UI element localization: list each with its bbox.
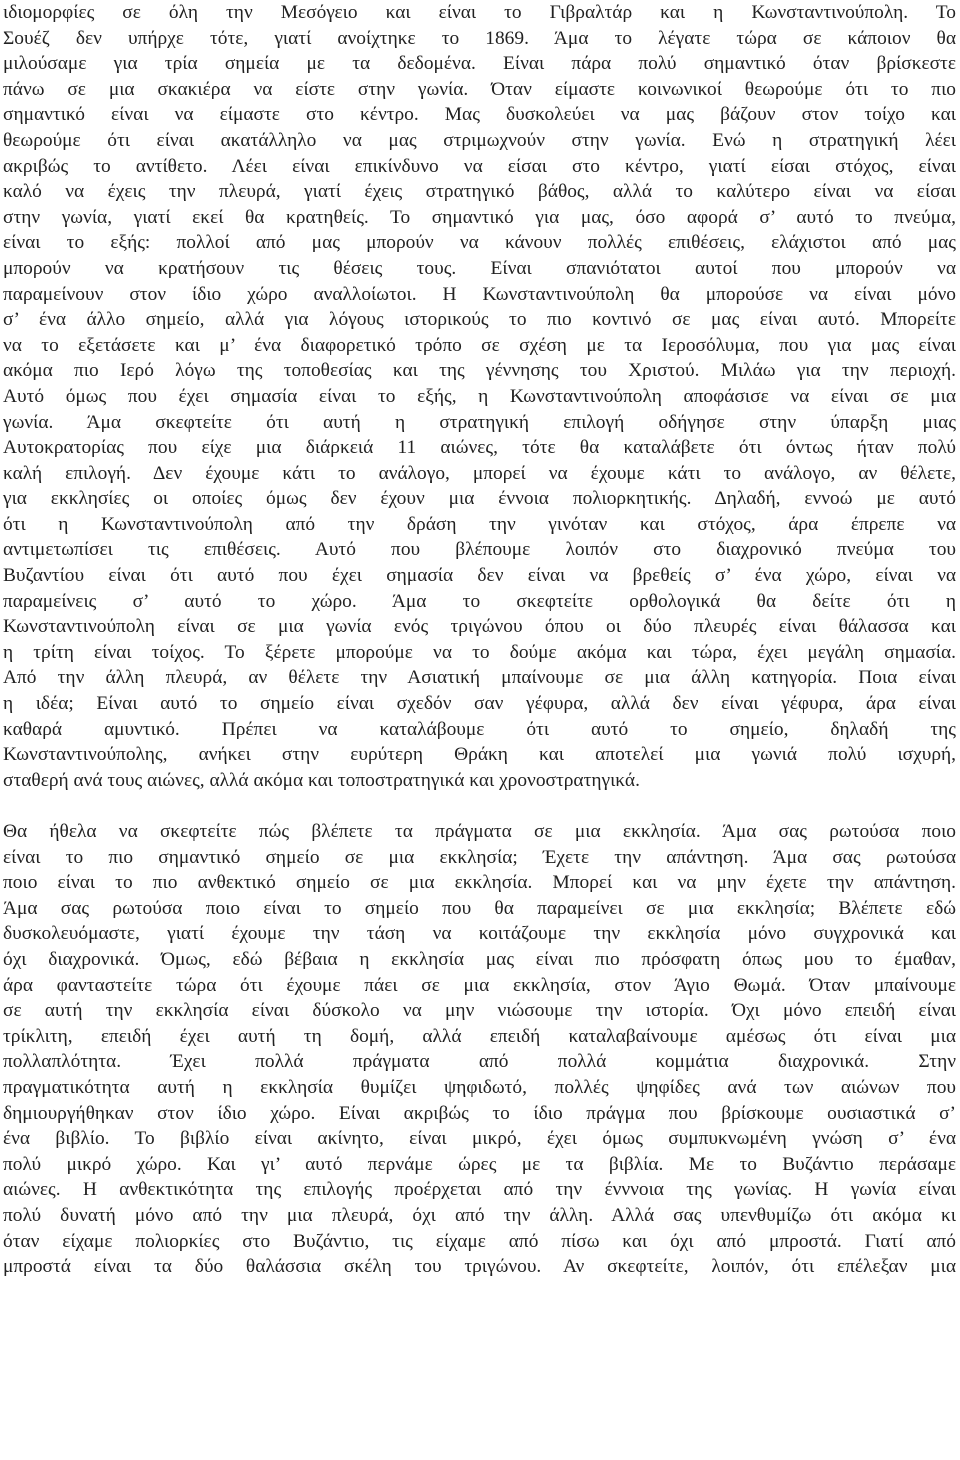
paragraph-2 [3, 819, 956, 1280]
text-line: πολύ δυνατή μόνο από την μια πλευρά, όχι από την άλλη. Αλλά σας υπενθυμίζω ότι ακόμα κι [3, 1204, 956, 1226]
text-line: ότι η Κωνσταντινούπολη από την δράση την γινόταν και στόχος, άρα έπρεπε να [3, 513, 956, 535]
text-line: Άμα σας ρωτούσα ποιο είναι το σημείο που θα παραμείνει σε μια εκκλησία; Βλέπετε εδώ [3, 897, 956, 919]
text-line: θεωρούμε ότι είναι ακατάλληλο να μας στριμωχνούν στην γωνία. Ενώ η στρατηγική λέει [3, 129, 956, 151]
text-line: αιώνες. Η ανθεκτικότητα της επιλογής προέρχεται από την ένννοια της γωνίας. Η γωνία είναι [3, 1179, 956, 1201]
text-line: είναι το πιο σημαντικό σημείο σε μια εκκλησία; Έχετε την απάντηση. Άμα σας ρωτούσα [3, 846, 956, 868]
text-line: Αυτό όμως που έχει σημασία είναι το εξής, η Κωνσταντινούπολη αποφάσισε να είναι σε μια [3, 385, 956, 407]
text-line: γωνία. Άμα σκεφτείτε ότι αυτή η στρατηγική επιλογή οδήγησε στην ύπαρξη μιας [3, 411, 956, 433]
text-line: Θα ήθελα να σκεφτείτε πώς βλέπετε τα πράγματα σε μια εκκλησία. Άμα σας ρωτούσα ποιο [3, 821, 956, 842]
text-line: καλή επιλογή. Δεν έχουμε κάτι το ανάλογο, μπορεί να έχουμε κάτι το ανάλογο, αν θέλετε, [3, 462, 956, 484]
text-line: είναι το εξής: πολλοί από μας μπορούν να κάνουν πολλές επιθέσεις, ελάχιστοι από μας [3, 232, 956, 254]
text-line: σ’ ένα άλλο σημείο, αλλά για λόγους ιστορικούς το πιο κοντινό σε μας είναι αυτό. Μπορείτε [3, 309, 956, 331]
text-line: Αυτοκρατορίας που είχε μια διάρκειά 11 αιώνες, τότε θα καταλάβετε ότι όντως ήταν πολύ [3, 437, 956, 459]
text-line: Σουέζ δεν υπήρχε τότε, γιατί ανοίχτηκε το 1869. Άμα το λέγατε τώρα σε κάποιον θα [3, 27, 956, 49]
text-line: αντιμετωπίσει τις επιθέσεις. Αυτό που βλέπουμε λοιπόν στο διαχρονικό πνεύμα του [3, 539, 956, 561]
text-line: Κωνσταντινούπολης, ανήκει στην ευρύτερη Θράκη και αποτελεί μια γωνιά πολύ ισχυρή, [3, 744, 956, 766]
text-line: όταν είχαμε πολιορκίες στο Βυζάντιο, τις είχαμε από πίσω και όχι από μπροστά. Γιατί από [3, 1230, 956, 1252]
paragraph-spacer [3, 793, 956, 819]
text-line: για εκκλησίες οι οποίες όμως δεν έχουν μια έννοια πολιορκητικής. Δηλαδή, εννοώ με αυτό [3, 488, 956, 510]
text-line: να το εξετάσετε και μ’ ένα διαφορετικό τρόπο σε σχέση με τα Ιεροσόλυμα, που για μας είναι [3, 334, 956, 356]
text-line: μπορούν να κρατήσουν τις θέσεις τους. Είναι σπανιότατοι αυτοί που μπορούν να [3, 257, 956, 279]
text-line: ποιο είναι το πιο ανθεκτικό σημείο σε μια εκκλησία. Μπορεί και να μην έχετε την απάντηση. [3, 872, 956, 894]
text-line: στην γωνία, γιατί εκεί θα κρατηθείς. Το σημαντικό για μας, όσο αφορά σ’ αυτό το πνεύμα, [3, 206, 956, 228]
text-line: σταθερή ανά τους αιώνες, αλλά ακόμα και τοποστρατηγικά και χρονοστρατηγικά. [3, 769, 640, 791]
text-line: Κωνσταντινούπολη είναι σε μια γωνία ενός τριγώνου όπου οι δύο πλευρές είναι θάλασσα και [3, 616, 956, 638]
text-line: παραμείνουν στον ίδιο χώρο αναλλοίωτοι. Η Κωνσταντινούπολη θα μπορούσε να είναι μόνο [3, 283, 956, 305]
text-line: πραγματικότητα αυτή η εκκλησία θυμίζει ψηφιδωτό, πολλές ψηφίδες ανά των αιώνων που [3, 1076, 956, 1098]
text-line: άρα φανταστείτε τώρα ότι έχουμε πάει σε μια εκκλησία, στον Άγιο Θωμά. Όταν μπαίνουμε [3, 974, 956, 996]
text-line: η ιδέα; Είναι αυτό το σημείο είναι σχεδόν σαν γέφυρα, αλλά δεν είναι γέφυρα, άρα είναι [3, 693, 956, 715]
text-line: ιδιομορφίες σε όλη την Μεσόγειο και είναι το Γιβραλτάρ και η Κωνσταντινούπολη. Το [3, 2, 956, 23]
text-line: σε αυτή την εκκλησία είναι δύσκολο να μην νιώσουμε την ιστορία. Όχι μόνο επειδή είναι [3, 1000, 956, 1022]
paragraph-1 [3, 0, 956, 793]
text-line: ακόμα πιο Ιερό λόγω της τοποθεσίας και της γέννησης του Χριστού. Μιλάω για την περιοχή. [3, 360, 956, 382]
text-line: πολλαπλότητα. Έχει πολλά πράγματα από πολλά κομμάτια διαχρονικά. Στην [3, 1051, 956, 1073]
text-line: δυσκολευόμαστε, γιατί έχουμε την τάση να κοιτάζουμε την εκκλησία μόνο συγχρονικά και [3, 923, 956, 945]
text-line: τρίκλιτη, επειδή έχει αυτή τη δομή, αλλά επειδή καταλαβαίνουμε αμέσως ότι είναι μια [3, 1025, 956, 1047]
text-line: μιλούσαμε για τρία σημεία με τα δεδομένα. Είναι πάρα πολύ σημαντικό όταν βρίσκεστε [3, 53, 956, 75]
text-line: Βυζαντίου είναι ότι αυτό που έχει σημασία δεν είναι να βρεθείς σ’ ένα χώρο, είναι να [3, 565, 956, 587]
document-body [3, 0, 956, 1280]
text-line: όχι διαχρονικά. Όμως, εδώ βέβαια η εκκλησία μας είναι πιο πρόσφατη όπως μου το έμαθαν, [3, 948, 956, 970]
text-line: καλό να έχεις την πλευρά, γιατί έχεις στρατηγικό βάθος, αλλά το καλύτερο είναι να είσαι [3, 181, 956, 203]
text-line: πολύ μικρό χώρο. Και γι’ αυτό περνάμε ώρες με τα βιβλία. Με το Βυζάντιο περάσαμε [3, 1153, 956, 1175]
text-line: σημαντικό είναι να είμαστε στο κέντρο. Μας δυσκολεύει να μας βάζουν στον τοίχο και [3, 104, 956, 126]
text-line: η τρίτη είναι τοίχος. Το ξέρετε μπορούμε να το δούμε ακόμα και τώρα, έχει μεγάλη σημασία. [3, 641, 956, 663]
text-line: μπροστά είναι τα δύο θαλάσσια σκέλη του τριγώνου. Αν σκεφτείτε, λοιπόν, ότι επέλεξαν μια [3, 1256, 956, 1278]
text-line: δημιουργήθηκαν στον ίδιο χώρο. Είναι ακριβώς το ίδιο πράγμα που βρίσκουμε ουσιαστικά σ’ [3, 1102, 956, 1124]
text-line: ένα βιβλίο. Το βιβλίο είναι ακίνητο, είναι μικρό, έχει όμως συμπυκνωμένη γνώση σ’ ένα [3, 1128, 956, 1150]
text-line: Από την άλλη πλευρά, αν θέλετε την Ασιατική μπαίνουμε σε μια άλλη κατηγορία. Ποια είναι [3, 667, 956, 689]
text-line: καθαρά αμυντικό. Πρέπει να καταλάβουμε ότι αυτό το σημείο, δηλαδή της [3, 718, 956, 740]
text-line: ακριβώς το αντίθετο. Λέει είναι επικίνδυνο να είσαι στο κέντρο, γιατί είσαι στόχος, είναι [3, 155, 956, 177]
text-line: παραμείνεις σ’ αυτό το χώρο. Άμα το σκεφτείτε ορθολογικά θα δείτε ότι η [3, 590, 956, 612]
text-line: πάνω σε μια σκακιέρα να είστε στην γωνία. Όταν είμαστε κοινωνικοί θεωρούμε ότι το πιο [3, 78, 956, 100]
